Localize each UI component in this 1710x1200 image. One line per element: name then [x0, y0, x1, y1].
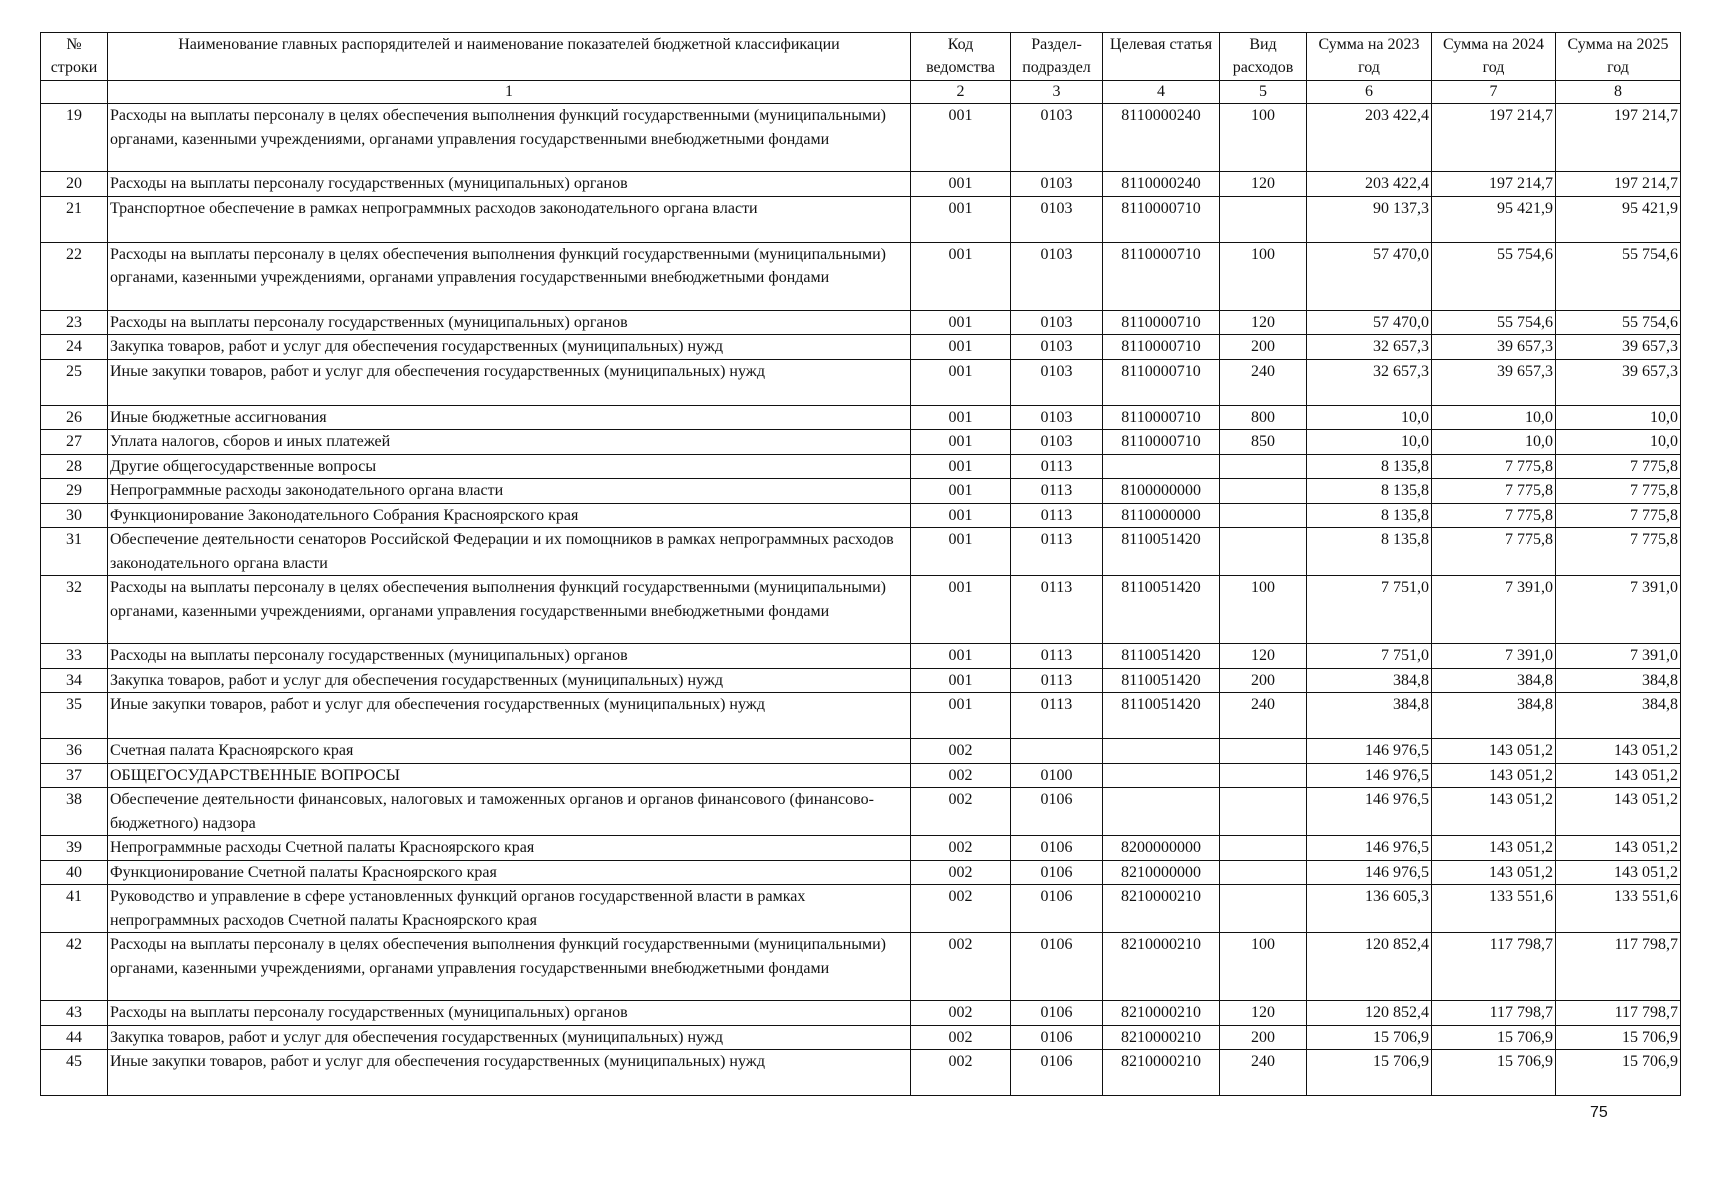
row-name: Обеспечение деятельности финансовых, налоговых и таможенных органов и органов финансового (финансово-бюджетного) надзора [108, 788, 911, 836]
table-row [41, 528, 1681, 576]
row-number: 45 [41, 1050, 108, 1096]
dept-code-cell: 001 [911, 479, 1011, 504]
section-cell: 0113 [1011, 503, 1103, 528]
column-number: 8 [1556, 81, 1681, 104]
dept-code-cell: 001 [911, 359, 1011, 405]
column-number: 7 [1432, 81, 1556, 104]
sum-2025-cell: 143 051,2 [1556, 788, 1681, 836]
dept-code-cell: 001 [911, 172, 1011, 197]
row-number: 43 [41, 1001, 108, 1026]
sum-2025-cell: 55 754,6 [1556, 242, 1681, 310]
sum-2025-cell: 384,8 [1556, 668, 1681, 693]
table-row [41, 196, 1681, 242]
sum-2025-cell: 7 775,8 [1556, 503, 1681, 528]
sum-2023-cell: 7 751,0 [1307, 644, 1432, 669]
section-cell: 0106 [1011, 1001, 1103, 1026]
section-cell: 0103 [1011, 430, 1103, 455]
sum-2024-cell: 39 657,3 [1432, 359, 1556, 405]
expense-type-cell: 120 [1220, 310, 1307, 335]
sum-2024-cell: 384,8 [1432, 668, 1556, 693]
sum-2023-cell: 57 470,0 [1307, 242, 1432, 310]
dept-code-cell: 002 [911, 1050, 1011, 1096]
section-cell: 0106 [1011, 1025, 1103, 1050]
expense-type-cell [1220, 479, 1307, 504]
sum-2023-cell: 15 706,9 [1307, 1025, 1432, 1050]
dept-code-cell: 002 [911, 860, 1011, 885]
table-row [41, 172, 1681, 197]
sum-2023-cell: 146 976,5 [1307, 763, 1432, 788]
expense-type-cell [1220, 528, 1307, 576]
header-sum-2023: Сумма на 2023 год [1307, 33, 1432, 81]
target-article-cell [1103, 788, 1220, 836]
row-number: 44 [41, 1025, 108, 1050]
sum-2024-cell: 197 214,7 [1432, 172, 1556, 197]
row-number: 33 [41, 644, 108, 669]
target-article-cell [1103, 739, 1220, 764]
sum-2023-cell: 15 706,9 [1307, 1050, 1432, 1096]
expense-type-cell [1220, 836, 1307, 861]
sum-2023-cell: 120 852,4 [1307, 933, 1432, 1001]
dept-code-cell: 001 [911, 454, 1011, 479]
header-row-no: № строки [41, 33, 108, 81]
sum-2024-cell: 7 775,8 [1432, 479, 1556, 504]
row-name: ОБЩЕГОСУДАРСТВЕННЫЕ ВОПРОСЫ [108, 763, 911, 788]
sum-2024-cell: 197 214,7 [1432, 104, 1556, 172]
sum-2023-cell: 146 976,5 [1307, 739, 1432, 764]
expense-type-cell [1220, 788, 1307, 836]
section-cell: 0103 [1011, 405, 1103, 430]
sum-2024-cell: 10,0 [1432, 405, 1556, 430]
expense-type-cell [1220, 503, 1307, 528]
sum-2024-cell: 117 798,7 [1432, 1001, 1556, 1026]
sum-2025-cell: 95 421,9 [1556, 196, 1681, 242]
section-cell: 0113 [1011, 454, 1103, 479]
dept-code-cell: 001 [911, 405, 1011, 430]
row-number: 34 [41, 668, 108, 693]
target-article-cell: 8110000000 [1103, 503, 1220, 528]
sum-2025-cell: 7 775,8 [1556, 479, 1681, 504]
expense-type-cell: 100 [1220, 104, 1307, 172]
sum-2025-cell: 39 657,3 [1556, 359, 1681, 405]
expense-type-cell: 100 [1220, 242, 1307, 310]
row-name: Расходы на выплаты персоналу в целях обеспечения выполнения функций государственными (муниципальными) органами, казенными учреждениями, органами управления государственными внебюджетными фондами [108, 104, 911, 172]
target-article-cell: 8210000210 [1103, 1001, 1220, 1026]
row-number: 19 [41, 104, 108, 172]
sum-2024-cell: 7 391,0 [1432, 644, 1556, 669]
sum-2025-cell: 39 657,3 [1556, 335, 1681, 360]
target-article-cell: 8110051420 [1103, 644, 1220, 669]
section-cell: 0113 [1011, 668, 1103, 693]
section-cell: 0106 [1011, 933, 1103, 1001]
sum-2025-cell: 15 706,9 [1556, 1050, 1681, 1096]
row-name: Функционирование Счетной палаты Красноярского края [108, 860, 911, 885]
column-number: 2 [911, 81, 1011, 104]
target-article-cell [1103, 454, 1220, 479]
expense-type-cell [1220, 763, 1307, 788]
header-expense-type: Вид расходов [1220, 33, 1307, 81]
row-name: Расходы на выплаты персоналу государственных (муниципальных) органов [108, 310, 911, 335]
column-number: 3 [1011, 81, 1103, 104]
row-name: Расходы на выплаты персоналу в целях обеспечения выполнения функций государственными (муниципальными) органами, казенными учреждениями, органами управления государственными внебюджетными фондами [108, 933, 911, 1001]
section-cell: 0106 [1011, 885, 1103, 933]
table-row [41, 359, 1681, 405]
sum-2023-cell: 146 976,5 [1307, 788, 1432, 836]
sum-2024-cell: 7 775,8 [1432, 454, 1556, 479]
row-number: 31 [41, 528, 108, 576]
dept-code-cell: 001 [911, 242, 1011, 310]
sum-2024-cell: 143 051,2 [1432, 763, 1556, 788]
sum-2023-cell: 7 751,0 [1307, 576, 1432, 644]
section-cell [1011, 739, 1103, 764]
sum-2023-cell: 136 605,3 [1307, 885, 1432, 933]
target-article-cell: 8100000000 [1103, 479, 1220, 504]
row-number: 28 [41, 454, 108, 479]
target-article-cell: 8110000710 [1103, 405, 1220, 430]
dept-code-cell: 001 [911, 310, 1011, 335]
row-number: 26 [41, 405, 108, 430]
target-article-cell: 8210000210 [1103, 1025, 1220, 1050]
table-row [41, 104, 1681, 172]
table-row [41, 739, 1681, 764]
row-name: Иные бюджетные ассигнования [108, 405, 911, 430]
target-article-cell: 8210000210 [1103, 885, 1220, 933]
dept-code-cell: 001 [911, 503, 1011, 528]
row-name: Иные закупки товаров, работ и услуг для обеспечения государственных (муниципальных) нужд [108, 359, 911, 405]
sum-2023-cell: 10,0 [1307, 430, 1432, 455]
expense-type-cell: 120 [1220, 644, 1307, 669]
column-number: 1 [108, 81, 911, 104]
sum-2023-cell: 8 135,8 [1307, 528, 1432, 576]
section-cell: 0103 [1011, 172, 1103, 197]
table-row [41, 503, 1681, 528]
table-row [41, 836, 1681, 861]
sum-2023-cell: 8 135,8 [1307, 503, 1432, 528]
expense-type-cell: 240 [1220, 1050, 1307, 1096]
sum-2023-cell: 120 852,4 [1307, 1001, 1432, 1026]
table-row [41, 1025, 1681, 1050]
sum-2024-cell: 7 775,8 [1432, 528, 1556, 576]
section-cell: 0100 [1011, 763, 1103, 788]
target-article-cell: 8110051420 [1103, 668, 1220, 693]
sum-2025-cell: 384,8 [1556, 693, 1681, 739]
row-name: Другие общегосударственные вопросы [108, 454, 911, 479]
dept-code-cell: 001 [911, 335, 1011, 360]
row-name: Расходы на выплаты персоналу в целях обеспечения выполнения функций государственными (муниципальными) органами, казенными учреждениями, органами управления государственными внебюджетными фондами [108, 242, 911, 310]
sum-2025-cell: 7 775,8 [1556, 454, 1681, 479]
sum-2025-cell: 15 706,9 [1556, 1025, 1681, 1050]
row-number: 25 [41, 359, 108, 405]
target-article-cell: 8110000710 [1103, 335, 1220, 360]
table-row [41, 310, 1681, 335]
sum-2023-cell: 8 135,8 [1307, 454, 1432, 479]
sum-2023-cell: 8 135,8 [1307, 479, 1432, 504]
row-name: Иные закупки товаров, работ и услуг для обеспечения государственных (муниципальных) нужд [108, 693, 911, 739]
sum-2023-cell: 10,0 [1307, 405, 1432, 430]
sum-2025-cell: 143 051,2 [1556, 763, 1681, 788]
header-dept-code: Код ведомства [911, 33, 1011, 81]
row-number: 20 [41, 172, 108, 197]
row-number: 41 [41, 885, 108, 933]
row-number: 32 [41, 576, 108, 644]
row-name: Уплата налогов, сборов и иных платежей [108, 430, 911, 455]
column-number: 5 [1220, 81, 1307, 104]
table-row [41, 763, 1681, 788]
row-number: 35 [41, 693, 108, 739]
row-number: 29 [41, 479, 108, 504]
expense-type-cell [1220, 885, 1307, 933]
expense-type-cell [1220, 739, 1307, 764]
section-cell: 0106 [1011, 788, 1103, 836]
row-name: Иные закупки товаров, работ и услуг для обеспечения государственных (муниципальных) нужд [108, 1050, 911, 1096]
target-article-cell: 8110051420 [1103, 693, 1220, 739]
dept-code-cell: 002 [911, 1025, 1011, 1050]
sum-2023-cell: 146 976,5 [1307, 836, 1432, 861]
section-cell: 0103 [1011, 196, 1103, 242]
sum-2024-cell: 10,0 [1432, 430, 1556, 455]
dept-code-cell: 002 [911, 885, 1011, 933]
sum-2024-cell: 39 657,3 [1432, 335, 1556, 360]
table-row [41, 885, 1681, 933]
sum-2024-cell: 143 051,2 [1432, 836, 1556, 861]
sum-2023-cell: 32 657,3 [1307, 335, 1432, 360]
table-header [41, 33, 1681, 104]
table-row [41, 242, 1681, 310]
row-name: Расходы на выплаты персоналу в целях обеспечения выполнения функций государственными (муниципальными) органами, казенными учреждениями, органами управления государственными внебюджетными фондами [108, 576, 911, 644]
target-article-cell: 8110000240 [1103, 172, 1220, 197]
row-number: 38 [41, 788, 108, 836]
expense-type-cell: 120 [1220, 1001, 1307, 1026]
sum-2024-cell: 143 051,2 [1432, 739, 1556, 764]
target-article-cell: 8110000710 [1103, 310, 1220, 335]
row-name: Расходы на выплаты персоналу государственных (муниципальных) органов [108, 172, 911, 197]
expense-type-cell: 240 [1220, 359, 1307, 405]
section-cell: 0103 [1011, 242, 1103, 310]
sum-2024-cell: 143 051,2 [1432, 860, 1556, 885]
expense-type-cell: 100 [1220, 933, 1307, 1001]
dept-code-cell: 001 [911, 430, 1011, 455]
budget-table [40, 32, 1681, 1096]
column-number-blank [41, 81, 108, 104]
sum-2025-cell: 10,0 [1556, 405, 1681, 430]
dept-code-cell: 002 [911, 763, 1011, 788]
sum-2025-cell: 7 775,8 [1556, 528, 1681, 576]
table-row [41, 644, 1681, 669]
dept-code-cell: 001 [911, 668, 1011, 693]
sum-2025-cell: 117 798,7 [1556, 933, 1681, 1001]
column-number: 4 [1103, 81, 1220, 104]
section-cell: 0113 [1011, 528, 1103, 576]
dept-code-cell: 001 [911, 528, 1011, 576]
header-section: Раздел-подраздел [1011, 33, 1103, 81]
target-article-cell: 8200000000 [1103, 836, 1220, 861]
target-article-cell: 8110000710 [1103, 196, 1220, 242]
row-number: 40 [41, 860, 108, 885]
sum-2024-cell: 143 051,2 [1432, 788, 1556, 836]
table-row [41, 933, 1681, 1001]
sum-2024-cell: 15 706,9 [1432, 1025, 1556, 1050]
dept-code-cell: 001 [911, 196, 1011, 242]
target-article-cell: 8210000000 [1103, 860, 1220, 885]
sum-2023-cell: 32 657,3 [1307, 359, 1432, 405]
expense-type-cell [1220, 454, 1307, 479]
row-name: Обеспечение деятельности сенаторов Российской Федерации и их помощников в рамках непрограммных расходов законодательного органа власти [108, 528, 911, 576]
expense-type-cell: 800 [1220, 405, 1307, 430]
section-cell: 0113 [1011, 644, 1103, 669]
expense-type-cell: 120 [1220, 172, 1307, 197]
header-sum-2025: Сумма на 2025 год [1556, 33, 1681, 81]
table-body [41, 104, 1681, 1096]
sum-2023-cell: 90 137,3 [1307, 196, 1432, 242]
row-number: 36 [41, 739, 108, 764]
dept-code-cell: 001 [911, 576, 1011, 644]
expense-type-cell: 200 [1220, 668, 1307, 693]
row-number: 27 [41, 430, 108, 455]
target-article-cell: 8110000240 [1103, 104, 1220, 172]
target-article-cell: 8110051420 [1103, 528, 1220, 576]
section-cell: 0106 [1011, 860, 1103, 885]
target-article-cell: 8110000710 [1103, 430, 1220, 455]
row-name: Транспортное обеспечение в рамках непрограммных расходов законодательного органа власти [108, 196, 911, 242]
sum-2025-cell: 7 391,0 [1556, 576, 1681, 644]
row-name: Функционирование Законодательного Собрания Красноярского края [108, 503, 911, 528]
table-row [41, 454, 1681, 479]
row-name: Закупка товаров, работ и услуг для обеспечения государственных (муниципальных) нужд [108, 1025, 911, 1050]
sum-2025-cell: 197 214,7 [1556, 172, 1681, 197]
section-cell: 0103 [1011, 104, 1103, 172]
target-article-cell: 8110000710 [1103, 242, 1220, 310]
dept-code-cell: 002 [911, 933, 1011, 1001]
section-cell: 0106 [1011, 1050, 1103, 1096]
sum-2024-cell: 133 551,6 [1432, 885, 1556, 933]
section-cell: 0113 [1011, 576, 1103, 644]
header-name: Наименование главных распорядителей и наименование показателей бюджетной классификации [108, 33, 911, 81]
row-name: Счетная палата Красноярского края [108, 739, 911, 764]
dept-code-cell: 002 [911, 1001, 1011, 1026]
dept-code-cell: 002 [911, 836, 1011, 861]
target-article-cell: 8110051420 [1103, 576, 1220, 644]
expense-type-cell: 240 [1220, 693, 1307, 739]
row-name: Непрограммные расходы законодательного органа власти [108, 479, 911, 504]
target-article-cell: 8210000210 [1103, 933, 1220, 1001]
sum-2024-cell: 55 754,6 [1432, 310, 1556, 335]
sum-2025-cell: 143 051,2 [1556, 836, 1681, 861]
target-article-cell [1103, 763, 1220, 788]
sum-2023-cell: 203 422,4 [1307, 104, 1432, 172]
sum-2024-cell: 15 706,9 [1432, 1050, 1556, 1096]
page-number: 75 [1590, 1104, 1608, 1121]
table-row [41, 668, 1681, 693]
expense-type-cell: 850 [1220, 430, 1307, 455]
dept-code-cell: 001 [911, 644, 1011, 669]
dept-code-cell: 002 [911, 739, 1011, 764]
sum-2023-cell: 57 470,0 [1307, 310, 1432, 335]
table-row [41, 479, 1681, 504]
table-row [41, 693, 1681, 739]
sum-2023-cell: 203 422,4 [1307, 172, 1432, 197]
table-row [41, 405, 1681, 430]
table-row [41, 860, 1681, 885]
table-row [41, 335, 1681, 360]
section-cell: 0103 [1011, 310, 1103, 335]
table-row [41, 430, 1681, 455]
row-name: Расходы на выплаты персоналу государственных (муниципальных) органов [108, 1001, 911, 1026]
row-name: Руководство и управление в сфере установленных функций органов государственной власти в рамках непрограммных расходов Счетной палаты Красноярского края [108, 885, 911, 933]
row-number: 24 [41, 335, 108, 360]
column-number-row [41, 81, 1681, 104]
row-number: 42 [41, 933, 108, 1001]
dept-code-cell: 001 [911, 693, 1011, 739]
sum-2024-cell: 95 421,9 [1432, 196, 1556, 242]
table-row [41, 788, 1681, 836]
expense-type-cell: 200 [1220, 335, 1307, 360]
target-article-cell: 8210000210 [1103, 1050, 1220, 1096]
sum-2025-cell: 117 798,7 [1556, 1001, 1681, 1026]
sum-2025-cell: 133 551,6 [1556, 885, 1681, 933]
row-name: Непрограммные расходы Счетной палаты Красноярского края [108, 836, 911, 861]
sum-2025-cell: 7 391,0 [1556, 644, 1681, 669]
sum-2023-cell: 384,8 [1307, 693, 1432, 739]
section-cell: 0113 [1011, 693, 1103, 739]
header-sum-2024: Сумма на 2024 год [1432, 33, 1556, 81]
sum-2023-cell: 146 976,5 [1307, 860, 1432, 885]
table-row [41, 576, 1681, 644]
expense-type-cell: 200 [1220, 1025, 1307, 1050]
dept-code-cell: 001 [911, 104, 1011, 172]
sum-2025-cell: 143 051,2 [1556, 860, 1681, 885]
expense-type-cell [1220, 860, 1307, 885]
sum-2024-cell: 7 391,0 [1432, 576, 1556, 644]
document-page [40, 32, 1680, 1121]
table-row [41, 1050, 1681, 1096]
row-number: 30 [41, 503, 108, 528]
expense-type-cell [1220, 196, 1307, 242]
row-number: 21 [41, 196, 108, 242]
row-name: Закупка товаров, работ и услуг для обеспечения государственных (муниципальных) нужд [108, 335, 911, 360]
section-cell: 0113 [1011, 479, 1103, 504]
header-row [41, 33, 1681, 81]
section-cell: 0103 [1011, 335, 1103, 360]
sum-2025-cell: 143 051,2 [1556, 739, 1681, 764]
sum-2023-cell: 384,8 [1307, 668, 1432, 693]
sum-2024-cell: 384,8 [1432, 693, 1556, 739]
dept-code-cell: 002 [911, 788, 1011, 836]
row-number: 37 [41, 763, 108, 788]
row-name: Расходы на выплаты персоналу государственных (муниципальных) органов [108, 644, 911, 669]
sum-2025-cell: 10,0 [1556, 430, 1681, 455]
row-number: 23 [41, 310, 108, 335]
sum-2025-cell: 197 214,7 [1556, 104, 1681, 172]
row-number: 39 [41, 836, 108, 861]
target-article-cell: 8110000710 [1103, 359, 1220, 405]
expense-type-cell: 100 [1220, 576, 1307, 644]
section-cell: 0103 [1011, 359, 1103, 405]
column-number: 6 [1307, 81, 1432, 104]
header-target-article: Целевая статья [1103, 33, 1220, 81]
table-row [41, 1001, 1681, 1026]
row-number: 22 [41, 242, 108, 310]
sum-2025-cell: 55 754,6 [1556, 310, 1681, 335]
section-cell: 0106 [1011, 836, 1103, 861]
sum-2024-cell: 55 754,6 [1432, 242, 1556, 310]
row-name: Закупка товаров, работ и услуг для обеспечения государственных (муниципальных) нужд [108, 668, 911, 693]
sum-2024-cell: 117 798,7 [1432, 933, 1556, 1001]
sum-2024-cell: 7 775,8 [1432, 503, 1556, 528]
